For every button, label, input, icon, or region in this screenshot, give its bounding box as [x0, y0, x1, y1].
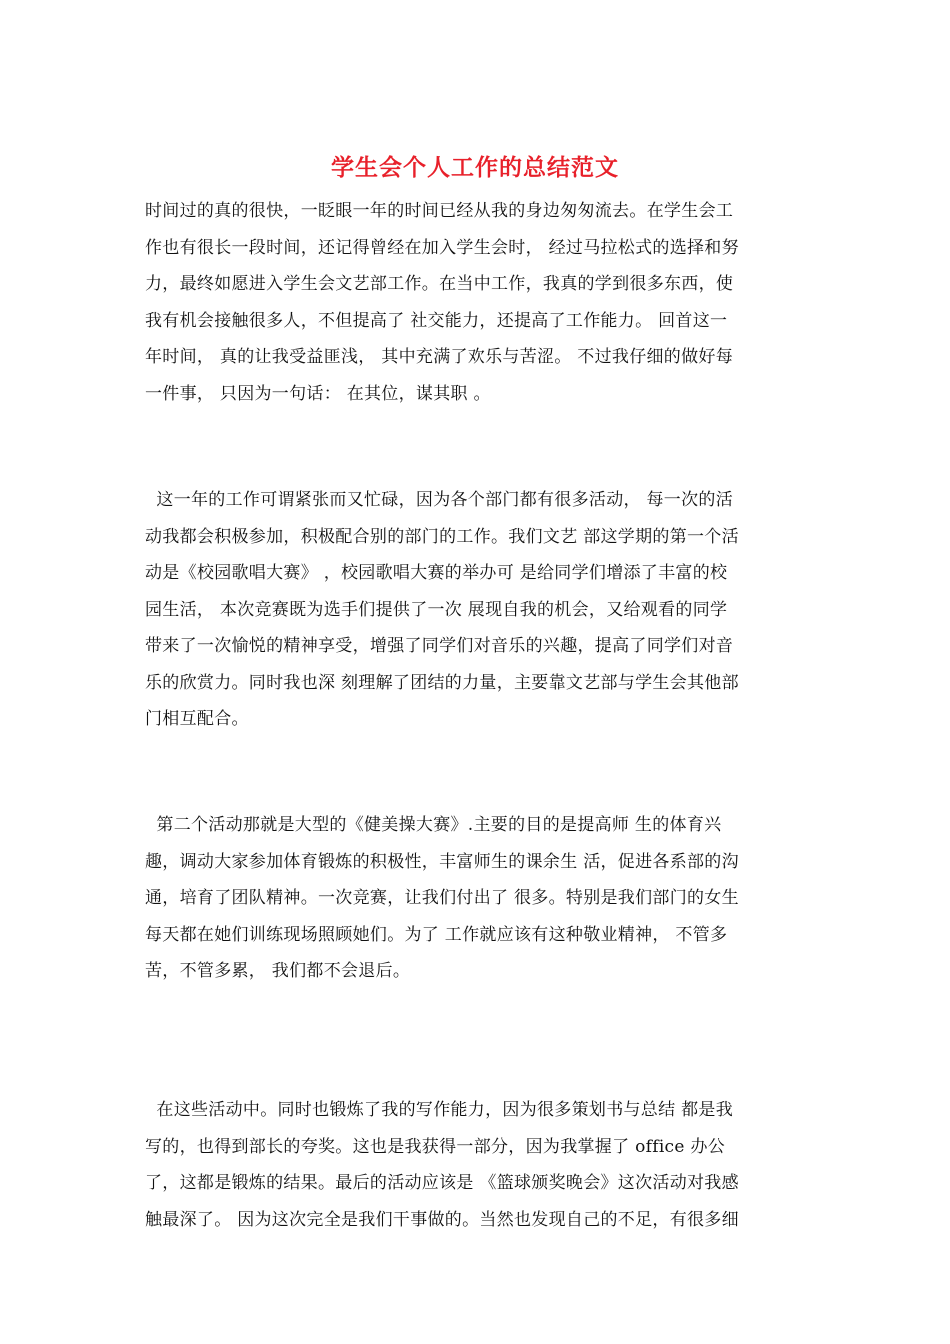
- text-line: 了，这都是锻炼的结果。最后的活动应该是 《篮球颁奖晚会》这次活动对我感: [145, 1173, 739, 1193]
- text-line: 力，最终如愿进入学生会文艺部工作。在当中工作，我真的学到很多东西，使: [145, 274, 734, 294]
- text-line: 每天都在她们训练现场照顾她们。为了 工作就应该有这种敬业精神， 不管多: [145, 924, 728, 945]
- text-line: 通，培育了团队精神。一次竞赛，让我们付出了 很多。特别是我们部门的女生: [145, 888, 739, 908]
- text-line: 门相互配合。: [145, 709, 249, 729]
- text-line: 这一年的工作可谓紧张而又忙碌，因为各个部门都有很多活动， 每一次的活: [145, 490, 734, 510]
- paragraph-2: [145, 482, 817, 738]
- text-line: 乐的欣赏力。同时我也深 刻理解了团结的力量，主要靠文艺部与学生会其他部: [145, 672, 739, 693]
- text-line: 触最深了。 因为这次完全是我们干事做的。当然也发现自己的不足，有很多细: [145, 1209, 739, 1230]
- text-line: 时间过的真的很快，一眨眼一年的时间已经从我的身边匆匆流去。在学生会工: [145, 201, 734, 221]
- text-line: 一件事， 只因为一句话： 在其位，谋其职 。: [145, 383, 491, 404]
- text-line: 动我都会积极参加，积极配合别的部门的工作。我们文艺 部这学期的第一个活: [145, 526, 739, 547]
- text-line: 我有机会接触很多人，不但提高了 社交能力，还提高了工作能力。 回首这一: [145, 310, 728, 331]
- text-line: 带来了一次愉悦的精神享受，增强了同学们对音乐的兴趣，提高了同学们对音: [145, 636, 734, 656]
- text-line: 园生活， 本次竞赛既为选手们提供了一次 展现自我的机会，又给观看的同学: [145, 599, 728, 620]
- text-line: 第二个活动那就是大型的《健美操大赛》.主要的目的是提高师 生的体育兴: [145, 815, 722, 835]
- text-line: 在这些活动中。同时也锻炼了我的写作能力，因为很多策划书与总结 都是我: [145, 1100, 734, 1120]
- text-line: 年时间， 真的让我受益匪浅， 其中充满了欢乐与苦涩。 不过我仔细的做好每: [145, 347, 734, 367]
- text-line: 趣，调动大家参加体育锻炼的积极性，丰富师生的课余生 活，促进各系部的沟: [145, 851, 739, 872]
- paragraph-3: [145, 807, 817, 990]
- paragraph-4: [145, 1092, 817, 1238]
- paragraph-1: [145, 193, 817, 412]
- text-line: 写的，也得到部长的夸奖。这也是我获得一部分，因为我掌握了 office 办公: [145, 1136, 726, 1157]
- text-line: 动是《校园歌唱大赛》 ，校园歌唱大赛的举办可 是给同学们增添了丰富的校: [145, 563, 728, 583]
- document-title: 学生会个人工作的总结范文: [331, 154, 619, 181]
- text-line: 作也有很长一段时间，还记得曾经在加入学生会时， 经过马拉松式的选择和努: [145, 237, 739, 258]
- text-line: 苦，不管多累， 我们都不会退后。: [145, 961, 411, 981]
